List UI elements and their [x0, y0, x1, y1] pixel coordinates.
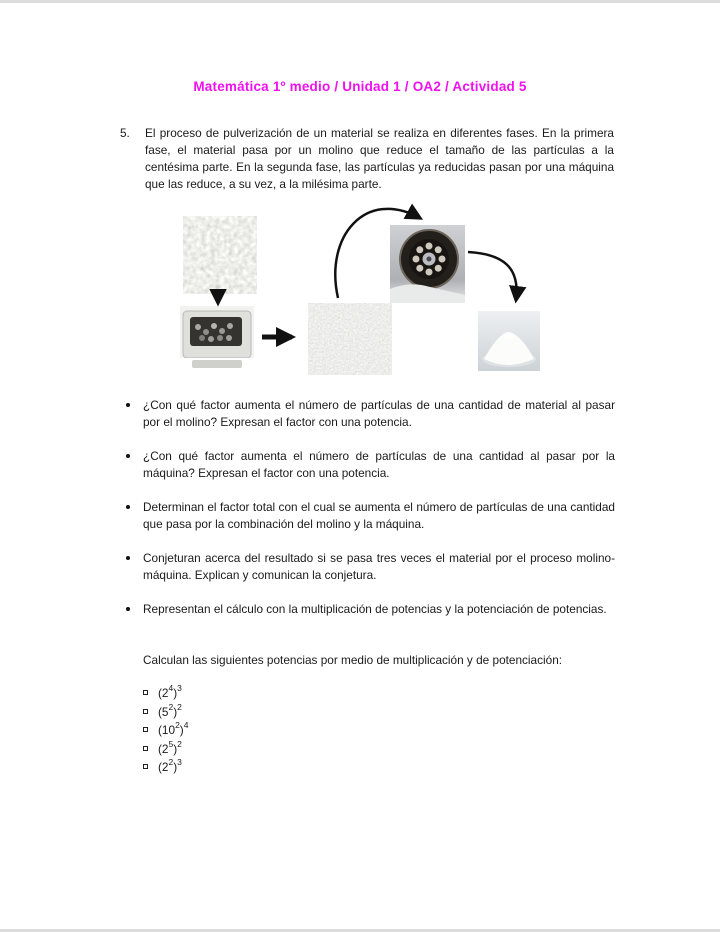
- bullet-dot-icon: [126, 607, 130, 611]
- power-outer-exponent: 2: [177, 738, 182, 749]
- power-expression: [158, 683, 182, 700]
- curve-grinder-to-powder-arrow: [468, 252, 517, 300]
- problem-5: [120, 125, 614, 193]
- power-expression: [158, 738, 182, 756]
- square-bullet-icon: [143, 727, 148, 732]
- bullet-text: ¿Con qué factor aumenta el número de partículas de una cantidad al pasar por la máquina? Expresan el factor con una potencia.: [143, 449, 615, 480]
- power-item: [143, 701, 188, 724]
- power-close-paren: ): [173, 760, 178, 774]
- power-outer-exponent: 3: [177, 683, 182, 694]
- powers-list: [143, 683, 189, 779]
- power-outer-exponent: 3: [177, 757, 182, 768]
- square-bullet-icon: [143, 690, 148, 695]
- problem-number: 5.: [120, 126, 130, 140]
- activity-bullet-list: [125, 397, 615, 635]
- bullet-text: Determinan el factor total con el cual se aumenta el número de partículas de una cantidad que pasa por la combinación del molino y la máquina.: [143, 500, 615, 531]
- power-close-paren: ): [173, 704, 178, 719]
- problem-text: El proceso de pulverización de un material se realiza en diferentes fases. En la primera fase, el material pasa por un molino que reduce el tamaño de las partículas a la centésima parte. En la segunda fase, las partículas ya reducidas pasan por una máquina que las reduce, a su vez, a la milésima parte.: [145, 126, 614, 191]
- bullet-text: Representan el cálculo con la multiplicación de potencias y la potenciación de potencias.: [143, 602, 607, 616]
- power-outer-exponent: 4: [183, 720, 189, 731]
- bullet-text: Conjeturan acerca del resultado si se pasa tres veces el material por el proceso molino-máquina. Explican y comunican la conjetura.: [143, 551, 615, 582]
- square-bullet-icon: [143, 746, 148, 751]
- bullet-dot-icon: [126, 454, 130, 458]
- power-base: (2: [158, 686, 169, 700]
- curve-powder-to-grinder-arrow: [335, 209, 420, 298]
- power-base: (2: [158, 760, 169, 774]
- square-bullet-icon: [143, 764, 148, 769]
- power-outer-exponent: 2: [177, 701, 182, 712]
- power-base: (10: [158, 723, 176, 737]
- bullet-dot-icon: [126, 505, 130, 509]
- power-close-paren: ): [173, 686, 178, 700]
- activity-bullet: [125, 397, 615, 431]
- power-expression: [158, 757, 182, 774]
- power-inner-exponent: 2: [175, 720, 180, 731]
- activity-bullet: [125, 448, 615, 482]
- bullet-dot-icon: [126, 556, 130, 560]
- bullet-dot-icon: [126, 403, 130, 407]
- activity-bullet: [125, 499, 615, 533]
- power-close-paren: ): [179, 723, 184, 737]
- power-expression: [158, 720, 189, 737]
- power-base: (2: [158, 741, 169, 756]
- square-bullet-icon: [143, 709, 148, 714]
- power-expression: [158, 701, 182, 719]
- activity-bullet: [125, 550, 615, 584]
- power-item: [143, 757, 188, 779]
- bullet-text: ¿Con qué factor aumenta el número de partículas de una cantidad de material al pasar por el molino? Expresan el factor con una potencia.: [143, 398, 615, 429]
- page-title: Matemática 1º medio / Unidad 1 / OA2 / Actividad 5: [193, 79, 527, 94]
- power-inner-exponent: 5: [168, 738, 174, 749]
- power-inner-exponent: 2: [168, 701, 174, 712]
- diagram-arrows: [0, 188, 720, 388]
- power-base: (5: [158, 704, 169, 719]
- calculate-intro: Calculan las siguientes potencias por medio de multiplicación y de potenciación:: [143, 653, 563, 667]
- process-diagram: [0, 188, 720, 388]
- power-close-paren: ): [173, 741, 178, 756]
- activity-bullet: [125, 601, 615, 618]
- power-inner-exponent: 4: [168, 683, 174, 694]
- power-inner-exponent: 2: [168, 757, 174, 768]
